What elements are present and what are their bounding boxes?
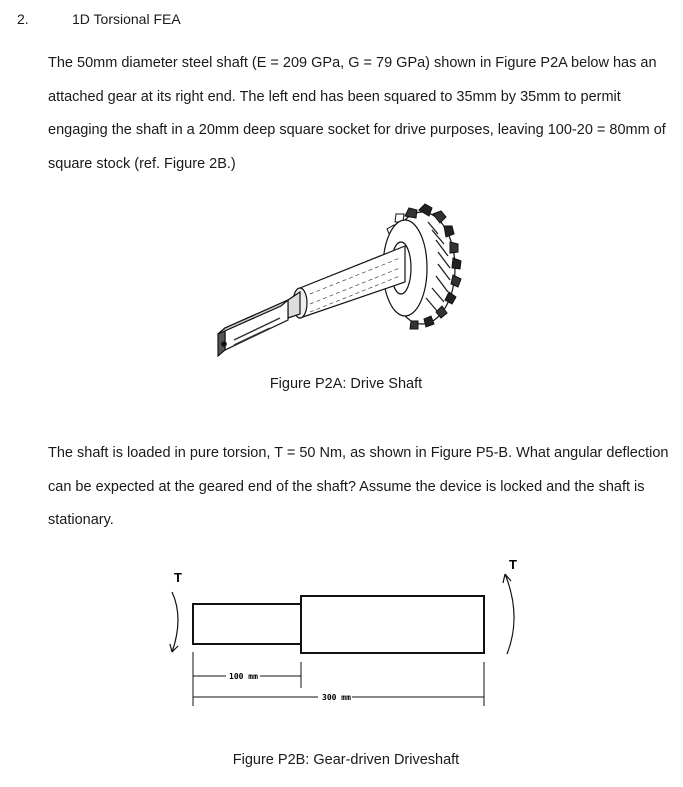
problem-description: The 50mm diameter steel shaft (E = 209 GPa, G = 79 GPa) shown in Figure P2A below has an attached gear at its right end. The left end has been squared to 35mm by 35mm to permit engaging the shaft in a 20mm deep square socket for drive purposes, leaving 100-20 = 80mm of square stock (ref. Figure 2B.) bbox=[48, 55, 666, 173]
torque-left-arrow bbox=[172, 592, 178, 652]
shaft bbox=[288, 246, 405, 318]
round-section bbox=[301, 596, 484, 653]
square-end bbox=[218, 300, 288, 356]
driveshaft-schematic bbox=[150, 556, 540, 716]
problem-question: The shaft is loaded in pure torsion, T = 50 Nm, as shown in Figure P5-B. What angular deflection can be expected at the geared end of the shaft? Assume the device is locked and the shaft is stationary. bbox=[48, 445, 669, 529]
dim-100mm: 100 mm bbox=[229, 672, 258, 681]
square-section bbox=[193, 604, 301, 644]
dim-300mm: 300 mm bbox=[322, 693, 351, 702]
problem-number: 2. bbox=[17, 11, 29, 27]
figure-a-caption: Figure P2A: Drive Shaft bbox=[269, 376, 423, 392]
problem-title: 1D Torsional FEA bbox=[72, 11, 181, 27]
figure-b-caption: Figure P2B: Gear-driven Driveshaft bbox=[232, 752, 460, 768]
torque-right-arrow bbox=[505, 574, 514, 654]
torque-left-label: T bbox=[174, 570, 182, 585]
torque-right-label: T bbox=[509, 557, 517, 572]
drive-shaft-illustration bbox=[200, 200, 470, 365]
